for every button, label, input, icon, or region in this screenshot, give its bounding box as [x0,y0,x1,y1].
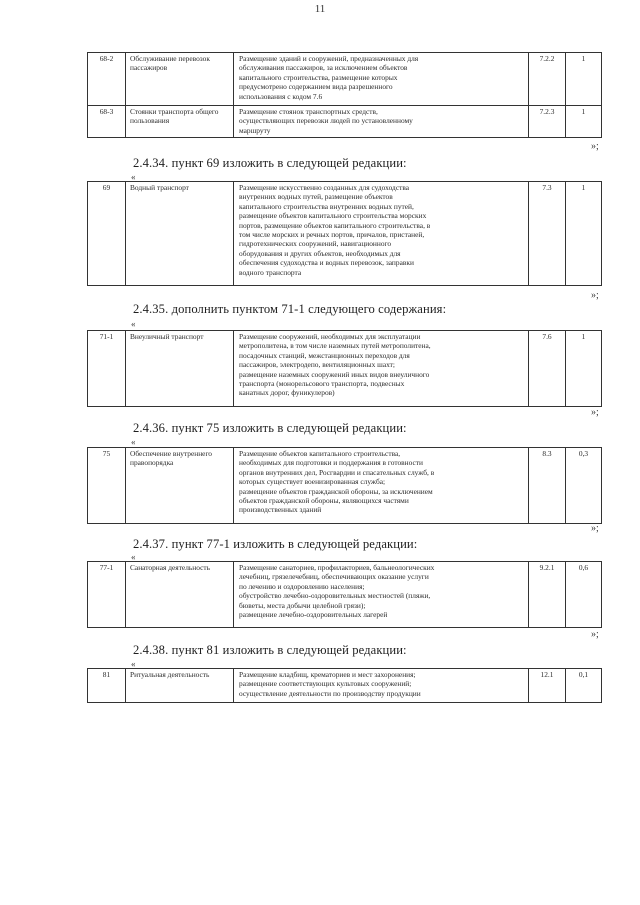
row-vri-code: 9.2.1 [529,562,566,628]
row-name: Обеспечение внутреннего правопорядка [126,448,234,524]
opening-quote: « [131,659,136,669]
opening-quote: « [131,552,136,562]
table-item-69 [87,181,602,286]
row-name: Водный транспорт [126,182,234,286]
row-coefficient: 0,1 [566,669,602,703]
closing-quote: »; [591,290,599,301]
table-row [88,448,602,524]
opening-quote: « [131,437,136,447]
page-number: 11 [314,3,326,15]
row-name: Ритуальная деятельность [126,669,234,703]
section-heading: 2.4.36. пункт 75 изложить в следующей редакции: [133,421,407,435]
row-code: 77-1 [88,562,126,628]
table-item-77-1 [87,561,602,628]
table-top [87,52,602,138]
row-name: Санаторная деятельность [126,562,234,628]
table-item-81 [87,668,602,703]
section-heading: 2.4.35. дополнить пунктом 71-1 следующего содержания: [133,302,447,316]
row-description: Размещение объектов капитального строительства, необходимых для подготовки и поддержания в готовности органов внутренних дел, Росгвардии и спасательных служб, в которых существует военизированная служба; размещение объектов гражданской обороны, за исключением объектов гражданской обороны, являющихся частями производственных зданий [234,448,529,524]
row-description: Размещение искусственно созданных для судоходства внутренних водных путей, размещение объектов капитального строительства внутренних водных путей, размещение объектов капитального строительства морских портов, размещение объектов капитального строительства, в том числе морских и речных портов, причалов, пристаней, гидротехнических сооружений, навигационного оборудования и других объектов, необходимых для обеспечения судоходства и водных перевозок, заправки водного транспорта [234,182,529,286]
closing-quote: »; [591,407,599,418]
row-code: 71-1 [88,331,126,407]
row-vri-code: 7.2.3 [529,106,566,138]
row-coefficient: 1 [566,53,602,106]
table-row [88,53,602,106]
row-description: Размещение стоянок транспортных средств, осуществляющих перевозки людей по установленному маршруту [234,106,529,138]
row-description: Размещение кладбищ, крематориев и мест захоронения; размещение соответствующих культовых сооружений; осуществление деятельности по производству продукции [234,669,529,703]
closing-quote: »; [591,629,599,640]
table-row [88,182,602,286]
closing-quote: »; [591,523,599,534]
row-vri-code: 7.6 [529,331,566,407]
table-item-75 [87,447,602,524]
row-code: 69 [88,182,126,286]
row-coefficient: 1 [566,182,602,286]
row-code: 81 [88,669,126,703]
row-code: 68-3 [88,106,126,138]
table-row [88,106,602,138]
row-coefficient: 1 [566,331,602,407]
opening-quote: « [131,319,136,329]
row-vri-code: 7.2.2 [529,53,566,106]
row-name: Внеуличный транспорт [126,331,234,407]
row-code: 68-2 [88,53,126,106]
row-coefficient: 0,6 [566,562,602,628]
section-heading: 2.4.37. пункт 77-1 изложить в следующей редакции: [133,537,418,551]
row-coefficient: 1 [566,106,602,138]
section-heading: 2.4.34. пункт 69 изложить в следующей редакции: [133,156,407,170]
table-item-71-1 [87,330,602,407]
row-name: Обслуживание перевозок пассажиров [126,53,234,106]
table-row [88,331,602,407]
closing-quote: »; [591,141,599,152]
row-description: Размещение сооружений, необходимых для эксплуатации метрополитена, в том числе наземных путей метрополитена, посадочных станций, межстанционных переходов для пассажиров, электродепо, вентиляционных шахт; размещение наземных сооружений иных видов внеуличного транспорта (монорельсового транспорта, подвесных канатных дорог, фуникулеров) [234,331,529,407]
row-description: Размещение санаториев, профилакториев, бальнеологических лечебниц, грязелечебниц, обеспечивающих оказание услуги по лечению и оздоровлению населения; обустройство лечебно-оздоровительных местностей (пляжи, бюветы, места добычи целебной грязи); размещение лечебно-оздоровительных лагерей [234,562,529,628]
table-row [88,562,602,628]
table-row [88,669,602,703]
row-description: Размещение зданий и сооружений, предназначенных для обслуживания пассажиров, за исключением объектов капитального строительства, размещение которых предусмотрено содержанием вида разрешенного использования с кодом 7.6 [234,53,529,106]
opening-quote: « [131,172,136,182]
row-name: Стоянки транспорта общего пользования [126,106,234,138]
row-vri-code: 7.3 [529,182,566,286]
row-vri-code: 12.1 [529,669,566,703]
row-coefficient: 0,3 [566,448,602,524]
section-heading: 2.4.38. пункт 81 изложить в следующей редакции: [133,643,407,657]
row-vri-code: 8.3 [529,448,566,524]
row-code: 75 [88,448,126,524]
